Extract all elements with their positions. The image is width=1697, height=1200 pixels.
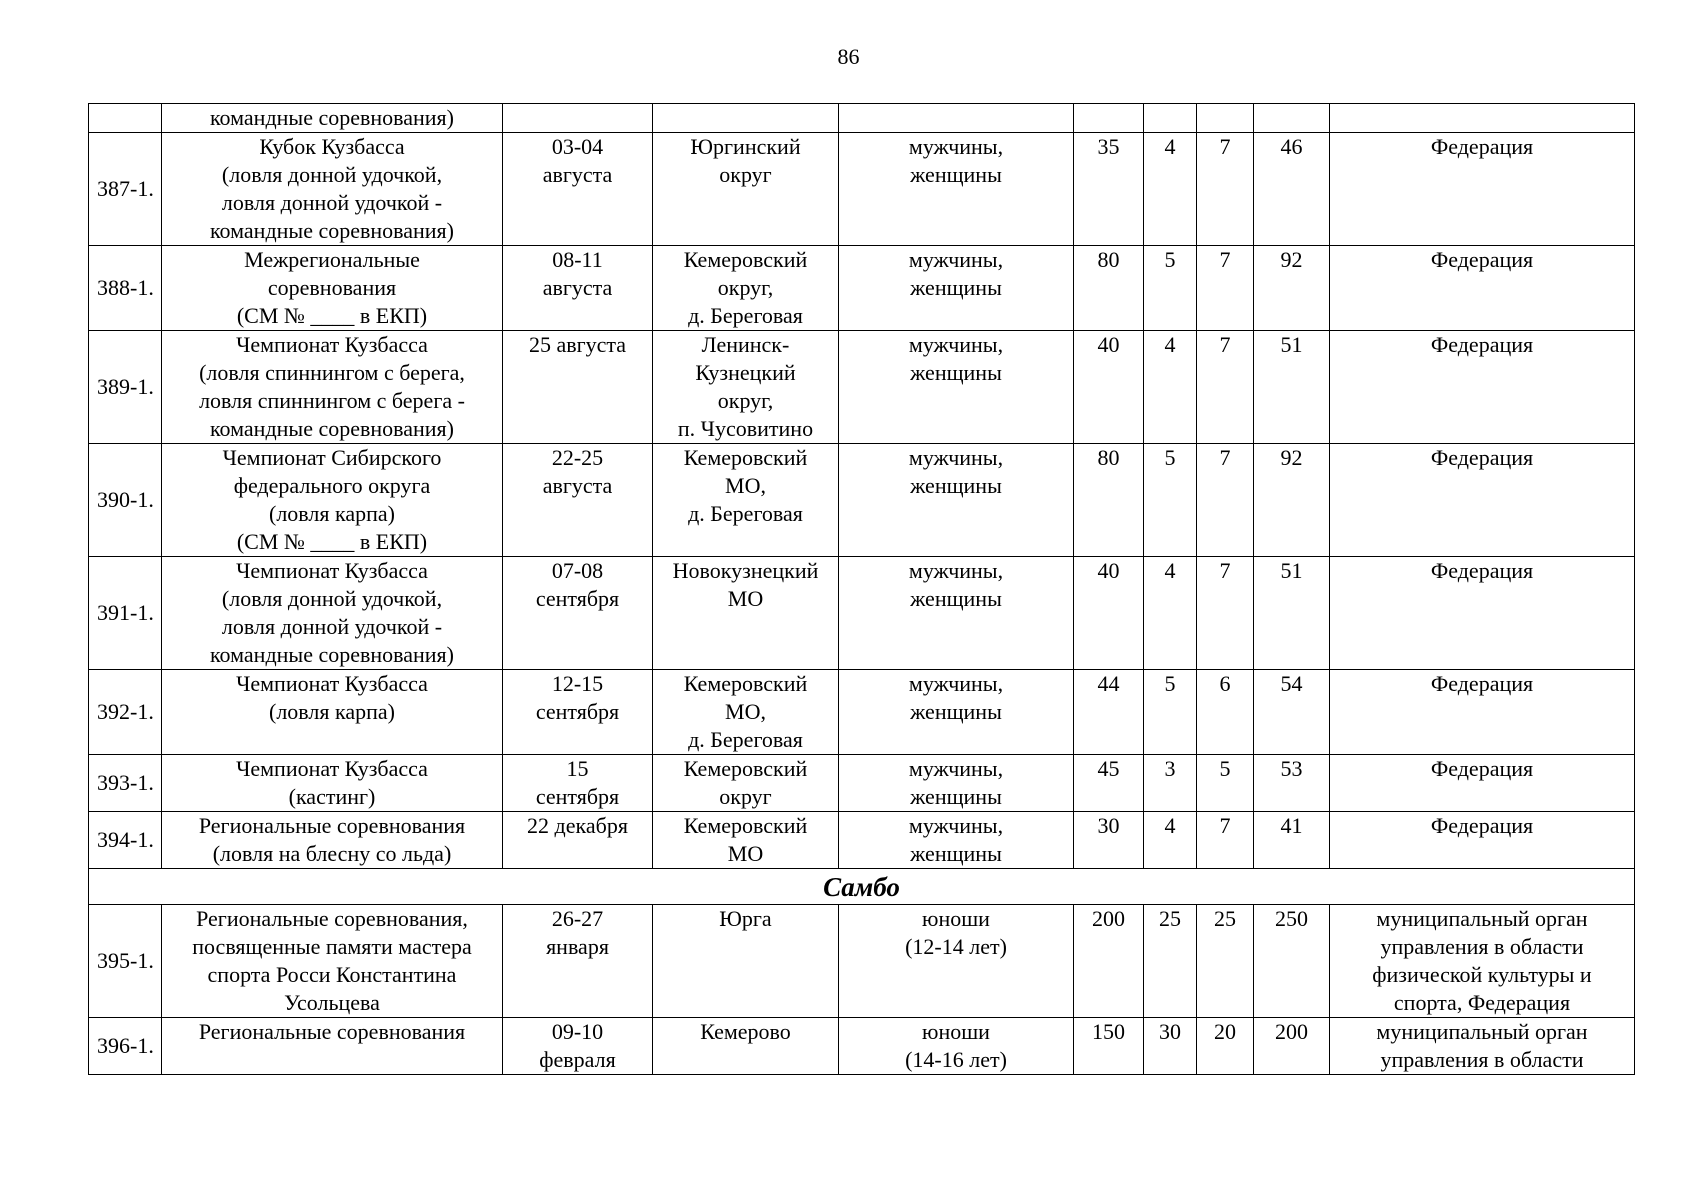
count-coaches: 4 xyxy=(1144,812,1197,869)
count-judges: 5 xyxy=(1197,755,1254,812)
event-organizer: Федерация xyxy=(1330,444,1635,557)
count-total: 41 xyxy=(1254,812,1330,869)
table-row xyxy=(89,444,1635,557)
count-total: 51 xyxy=(1254,557,1330,670)
row-number: 394-1. xyxy=(89,812,162,869)
event-organizer: Федерация xyxy=(1330,755,1635,812)
row-number: 391-1. xyxy=(89,557,162,670)
event-dates: 25 августа xyxy=(503,331,653,444)
event-name: Чемпионат Сибирского федерального округа (ловля карпа) (СМ № ____ в ЕКП) xyxy=(162,444,503,557)
count-judges: 7 xyxy=(1197,557,1254,670)
table-row xyxy=(89,812,1635,869)
event-name: командные соревнования) xyxy=(162,104,503,133)
count-athletes: 45 xyxy=(1074,755,1144,812)
count-coaches: 3 xyxy=(1144,755,1197,812)
event-dates: 08-11 августа xyxy=(503,246,653,331)
event-organizer: Федерация xyxy=(1330,670,1635,755)
event-dates: 03-04 августа xyxy=(503,133,653,246)
event-place: Кемеровский округ, д. Береговая xyxy=(653,246,839,331)
event-dates: 09-10 февраля xyxy=(503,1018,653,1075)
count-coaches: 4 xyxy=(1144,133,1197,246)
event-name: Чемпионат Кузбасса (ловля донной удочкой, ловля донной удочкой - командные соревнования) xyxy=(162,557,503,670)
event-organizer: Федерация xyxy=(1330,557,1635,670)
event-dates: 15 сентября xyxy=(503,755,653,812)
count-total: 54 xyxy=(1254,670,1330,755)
event-place: Кемеровский округ xyxy=(653,755,839,812)
count-athletes: 80 xyxy=(1074,444,1144,557)
event-dates: 22-25 августа xyxy=(503,444,653,557)
event-place: Кемеровский МО, д. Береговая xyxy=(653,670,839,755)
event-dates: 07-08 сентября xyxy=(503,557,653,670)
table-row xyxy=(89,1018,1635,1075)
table-row xyxy=(89,755,1635,812)
count-judges xyxy=(1197,104,1254,133)
count-athletes: 80 xyxy=(1074,246,1144,331)
event-place: Кемеровский МО xyxy=(653,812,839,869)
event-name: Чемпионат Кузбасса (ловля карпа) xyxy=(162,670,503,755)
event-dates: 26-27 января xyxy=(503,905,653,1018)
count-total: 46 xyxy=(1254,133,1330,246)
count-athletes: 40 xyxy=(1074,557,1144,670)
event-place: Ленинск- Кузнецкий округ, п. Чусовитино xyxy=(653,331,839,444)
event-place: Юргинский округ xyxy=(653,133,839,246)
event-place: Новокузнецкий МО xyxy=(653,557,839,670)
count-total: 53 xyxy=(1254,755,1330,812)
count-judges: 7 xyxy=(1197,444,1254,557)
count-total: 92 xyxy=(1254,246,1330,331)
event-organizer: Федерация xyxy=(1330,133,1635,246)
table-row xyxy=(89,557,1635,670)
table-row xyxy=(89,905,1635,1018)
event-participants: юноши (12-14 лет) xyxy=(839,905,1074,1018)
event-organizer xyxy=(1330,104,1635,133)
row-number xyxy=(89,104,162,133)
count-judges: 7 xyxy=(1197,812,1254,869)
count-coaches: 30 xyxy=(1144,1018,1197,1075)
count-coaches: 4 xyxy=(1144,557,1197,670)
count-judges: 25 xyxy=(1197,905,1254,1018)
event-name: Межрегиональные соревнования (СМ № ____ в ЕКП) xyxy=(162,246,503,331)
event-dates: 12-15 сентября xyxy=(503,670,653,755)
count-judges: 20 xyxy=(1197,1018,1254,1075)
row-number: 389-1. xyxy=(89,331,162,444)
section-row xyxy=(89,869,1635,905)
row-number: 390-1. xyxy=(89,444,162,557)
count-athletes: 35 xyxy=(1074,133,1144,246)
event-participants: мужчины, женщины xyxy=(839,331,1074,444)
event-organizer: муниципальный орган управления в области xyxy=(1330,1018,1635,1075)
event-participants: мужчины, женщины xyxy=(839,755,1074,812)
table-row xyxy=(89,133,1635,246)
event-participants xyxy=(839,104,1074,133)
table-row xyxy=(89,670,1635,755)
count-total xyxy=(1254,104,1330,133)
event-name: Региональные соревнования xyxy=(162,1018,503,1075)
event-participants: мужчины, женщины xyxy=(839,670,1074,755)
count-total: 250 xyxy=(1254,905,1330,1018)
count-athletes: 30 xyxy=(1074,812,1144,869)
event-name: Чемпионат Кузбасса (ловля спиннингом с берега, ловля спиннингом с берега - командные соревнования) xyxy=(162,331,503,444)
event-participants: мужчины, женщины xyxy=(839,246,1074,331)
count-athletes: 150 xyxy=(1074,1018,1144,1075)
row-number: 393-1. xyxy=(89,755,162,812)
count-total: 51 xyxy=(1254,331,1330,444)
event-organizer: муниципальный орган управления в области физической культуры и спорта, Федерация xyxy=(1330,905,1635,1018)
event-place: Кемерово xyxy=(653,1018,839,1075)
row-number: 396-1. xyxy=(89,1018,162,1075)
events-table-body xyxy=(89,104,1635,1075)
event-participants: мужчины, женщины xyxy=(839,557,1074,670)
event-organizer: Федерация xyxy=(1330,812,1635,869)
count-judges: 6 xyxy=(1197,670,1254,755)
table-row xyxy=(89,246,1635,331)
row-number: 387-1. xyxy=(89,133,162,246)
event-dates xyxy=(503,104,653,133)
count-coaches: 25 xyxy=(1144,905,1197,1018)
event-place: Кемеровский МО, д. Береговая xyxy=(653,444,839,557)
count-judges: 7 xyxy=(1197,246,1254,331)
event-name: Региональные соревнования, посвященные памяти мастера спорта Росси Константина Усольцева xyxy=(162,905,503,1018)
count-total: 200 xyxy=(1254,1018,1330,1075)
event-name: Региональные соревнования (ловля на блесну со льда) xyxy=(162,812,503,869)
count-coaches xyxy=(1144,104,1197,133)
row-number: 395-1. xyxy=(89,905,162,1018)
row-number: 388-1. xyxy=(89,246,162,331)
event-organizer: Федерация xyxy=(1330,331,1635,444)
event-participants: мужчины, женщины xyxy=(839,133,1074,246)
count-athletes: 44 xyxy=(1074,670,1144,755)
section-title: Самбо xyxy=(89,869,1635,905)
event-participants: мужчины, женщины xyxy=(839,812,1074,869)
event-participants: мужчины, женщины xyxy=(839,444,1074,557)
event-place: Юрга xyxy=(653,905,839,1018)
count-athletes xyxy=(1074,104,1144,133)
event-place xyxy=(653,104,839,133)
event-organizer: Федерация xyxy=(1330,246,1635,331)
count-judges: 7 xyxy=(1197,133,1254,246)
count-coaches: 4 xyxy=(1144,331,1197,444)
count-total: 92 xyxy=(1254,444,1330,557)
count-athletes: 40 xyxy=(1074,331,1144,444)
event-participants: юноши (14-16 лет) xyxy=(839,1018,1074,1075)
count-coaches: 5 xyxy=(1144,444,1197,557)
event-dates: 22 декабря xyxy=(503,812,653,869)
table-row xyxy=(89,104,1635,133)
count-coaches: 5 xyxy=(1144,670,1197,755)
table-row xyxy=(89,331,1635,444)
row-number: 392-1. xyxy=(89,670,162,755)
events-table xyxy=(88,103,1635,1075)
event-name: Кубок Кузбасса (ловля донной удочкой, ловля донной удочкой - командные соревнования) xyxy=(162,133,503,246)
count-coaches: 5 xyxy=(1144,246,1197,331)
event-name: Чемпионат Кузбасса (кастинг) xyxy=(162,755,503,812)
page-number: 86 xyxy=(837,44,860,69)
count-athletes: 200 xyxy=(1074,905,1144,1018)
count-judges: 7 xyxy=(1197,331,1254,444)
